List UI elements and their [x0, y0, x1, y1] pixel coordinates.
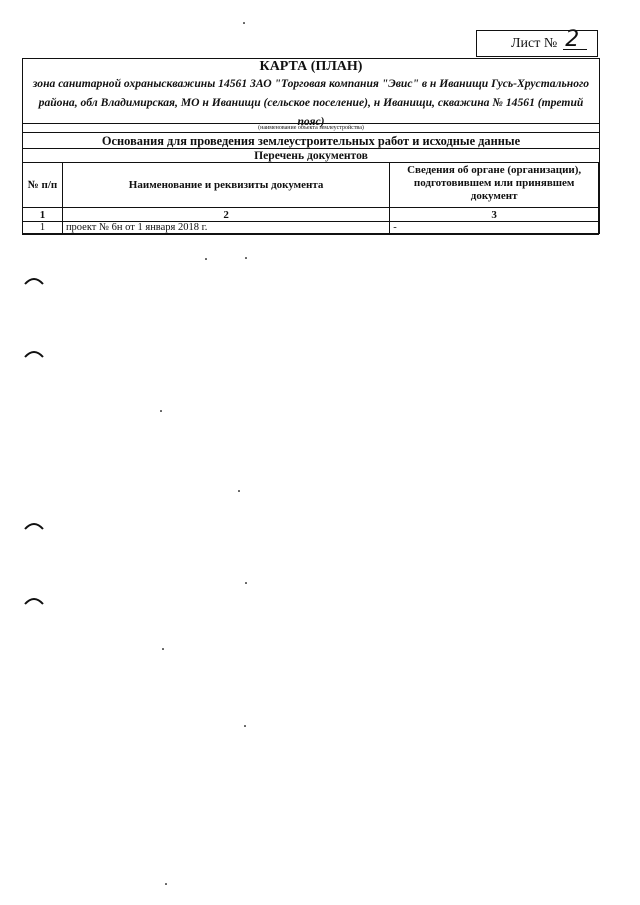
object-caption: (наименование объекта землеустройства): [258, 125, 364, 131]
sheet-number-box: [476, 27, 598, 57]
object-description: зона санитарной охраныскважины 14561 ЗАО "Торговая компания "Эвис" в н Иванищи Гусь-Хрустального района, обл Владимирская, МО н Иванищи (сельское поселение), н Иванищи, скважина № 14561 (третий пояс): [32, 77, 590, 128]
document-title: КАРТА (ПЛАН): [259, 59, 363, 74]
section-title: Основания для проведения землеустроительных работ и исходные данные: [101, 134, 521, 148]
row-document: проект № 6н от 1 января 2018 г.: [62, 222, 389, 235]
binder-mark-icon: [24, 348, 44, 358]
binder-mark-icon: [24, 520, 44, 530]
column-number: 2: [62, 208, 389, 222]
sheet-label: Лист №: [511, 35, 558, 51]
binder-mark-icon: [24, 275, 44, 285]
row-organization: -: [390, 222, 599, 235]
list-title: Перечень документов: [254, 149, 368, 162]
column-header-document: Наименование и реквизиты документа: [62, 163, 389, 208]
scan-speck: [245, 257, 247, 259]
scan-speck: [244, 725, 246, 727]
scan-speck: [205, 258, 207, 260]
sheet-number: 2: [565, 27, 580, 52]
column-numbers-row: [23, 208, 599, 222]
row-number: 1: [23, 222, 63, 235]
table-header-row: [23, 163, 599, 208]
scan-speck: [160, 410, 162, 412]
documents-table: [22, 162, 599, 235]
scan-speck: [245, 582, 247, 584]
scan-speck: [165, 883, 167, 885]
column-header-number: № п/п: [23, 163, 63, 208]
column-header-organization: [390, 163, 599, 208]
divider: [23, 132, 599, 133]
document-frame: [22, 58, 600, 234]
column-header-organization-text: Сведения об органе (организации), подготовившем или принявшем документ: [407, 164, 582, 202]
binder-mark-icon: [24, 595, 44, 605]
scan-speck: [162, 648, 164, 650]
column-number: 1: [23, 208, 63, 222]
table-row: [23, 222, 599, 235]
scan-speck: [238, 490, 240, 492]
column-number: 3: [390, 208, 599, 222]
scan-speck: [243, 22, 245, 24]
